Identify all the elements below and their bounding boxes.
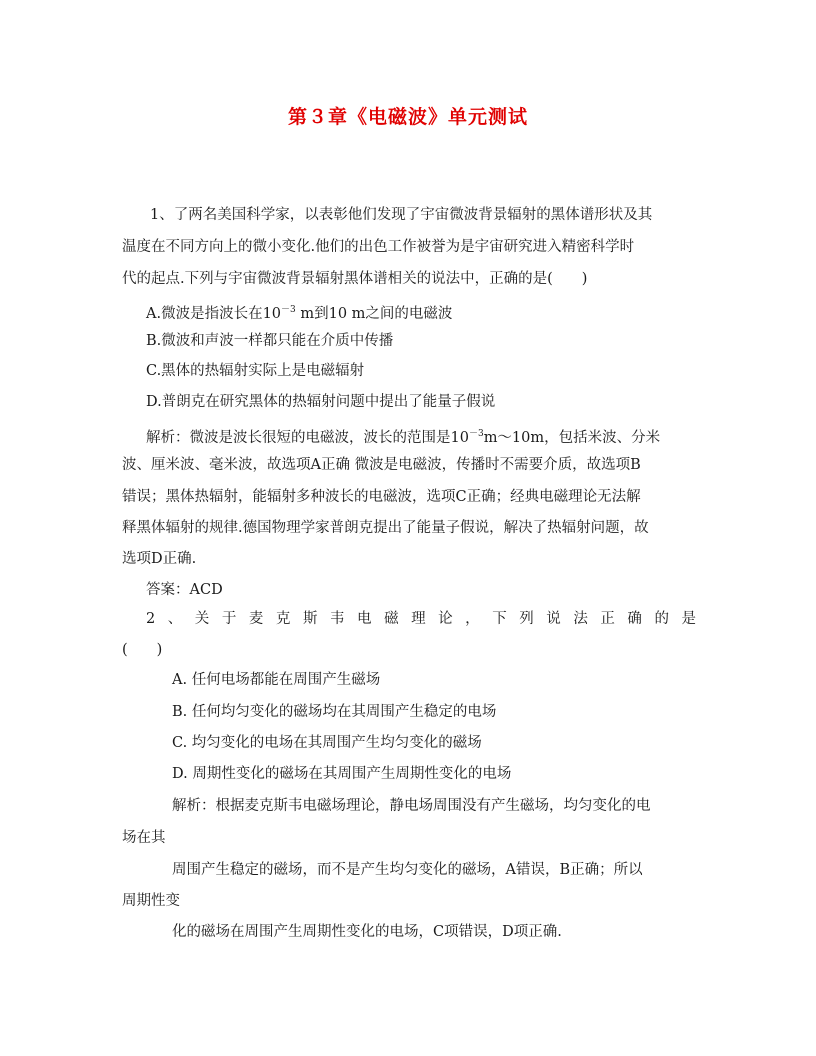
q1-option-a-text: A.微波是指波长在10 bbox=[146, 306, 282, 322]
q2-analysis-line-5: 化的磁场在周围产生周期性变化的电场，C项错误，D项正确. bbox=[172, 924, 562, 940]
q1-stem-line-2: 温度在不同方向上的微小变化.他们的出色工作被誉为是宇宙研究进入精密科学时 bbox=[122, 239, 635, 255]
q1-option-c: C.黑体的热辐射实际上是电磁辐射 bbox=[146, 363, 365, 379]
exponent: －3 bbox=[281, 305, 296, 315]
q1-analysis-text: 解析：微波是波长很短的电磁波，波长的范围是10 bbox=[146, 430, 469, 446]
q2-analysis-line-3: 周围产生稳定的磁场，而不是产生均匀变化的磁场，A错误，B正确；所以 bbox=[172, 862, 643, 878]
q2-stem-line-1: 2、关于麦克斯韦电磁理论，下列说法正确的是 bbox=[146, 611, 696, 627]
q1-analysis-line-4: 释黑体辐射的规律.德国物理学家普朗克提出了能量子假说，解决了热辐射问题，故 bbox=[122, 520, 649, 536]
q1-analysis-line-3: 错误；黑体热辐射，能辐射多种波长的电磁波，选项C正确；经典电磁理论无法解 bbox=[122, 489, 641, 505]
q2-analysis-line-4: 周期性变 bbox=[122, 893, 180, 909]
q1-option-d: D.普朗克在研究黑体的热辐射问题中提出了能量子假说 bbox=[146, 394, 496, 410]
document-title: 第３章《电磁波》单元测试 bbox=[287, 106, 528, 128]
exponent: －3 bbox=[468, 429, 484, 439]
q1-analysis-text-end: m～10m，包括米波、分米 bbox=[483, 430, 661, 446]
q1-answer: 答案：ACD bbox=[146, 582, 223, 598]
q2-option-d: D. 周期性变化的磁场在其周围产生周期性变化的电场 bbox=[172, 766, 512, 782]
q2-analysis-line-2: 场在其 bbox=[122, 830, 166, 846]
q2-option-c: C. 均匀变化的电场在其周围产生均匀变化的磁场 bbox=[172, 735, 482, 751]
q2-option-a: A. 任何电场都能在周围产生磁场 bbox=[172, 672, 381, 688]
q1-analysis-line-5: 选项D正确. bbox=[122, 551, 197, 567]
q1-stem-line-1: 1、了两名美国科学家，以表彰他们发现了宇宙微波背景辐射的黑体谱形状及其 bbox=[150, 207, 653, 223]
q1-analysis-line-2: 波、厘米波、毫米波，故选项A正确 微波是电磁波，传播时不需要介质，故选项B bbox=[122, 457, 641, 473]
q2-analysis-line-1: 解析：根据麦克斯韦电磁场理论，静电场周围没有产生磁场，均匀变化的电 bbox=[172, 798, 651, 814]
q1-option-a-text-end: m到10 m之间的电磁波 bbox=[295, 306, 453, 322]
q1-option-a bbox=[146, 300, 452, 324]
q2-option-b: B. 任何均匀变化的磁场均在其周围产生稳定的电场 bbox=[172, 704, 497, 720]
q2-stem-line-2: ( ) bbox=[122, 642, 163, 658]
q1-option-b: B.微波和声波一样都只能在介质中传播 bbox=[146, 333, 394, 349]
q1-analysis-line-1 bbox=[146, 424, 660, 448]
q1-stem-line-3: 代的起点.下列与宇宙微波背景辐射黑体谱相关的说法中，正确的是( ) bbox=[122, 271, 588, 287]
